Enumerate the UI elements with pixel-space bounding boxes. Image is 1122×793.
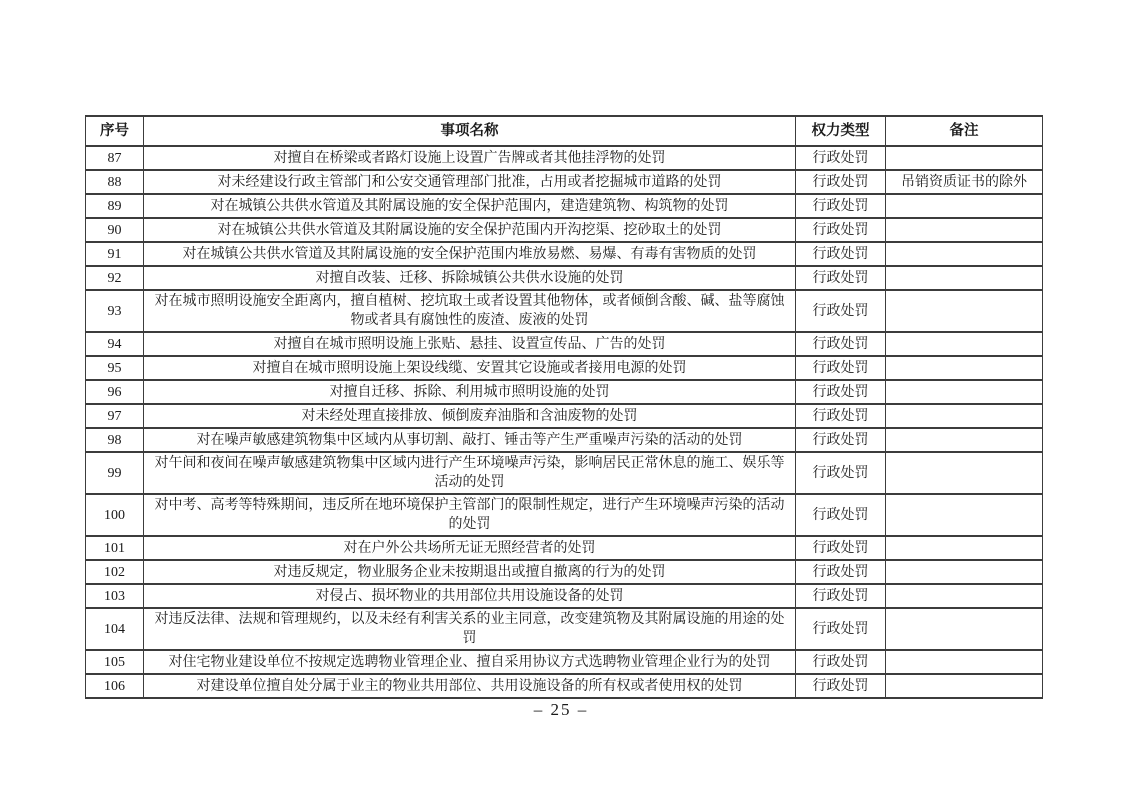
cell-power-type: 行政处罚 bbox=[796, 290, 886, 332]
cell-remark bbox=[886, 404, 1043, 428]
cell-item-name: 对擅自在城市照明设施上架设线缆、安置其它设施或者接用电源的处罚 bbox=[144, 356, 796, 380]
cell-serial-number: 94 bbox=[86, 332, 144, 356]
cell-serial-number: 95 bbox=[86, 356, 144, 380]
cell-item-name: 对违反规定，物业服务企业未按期退出或擅自撤离的行为的处罚 bbox=[144, 560, 796, 584]
cell-power-type: 行政处罚 bbox=[796, 242, 886, 266]
cell-remark bbox=[886, 242, 1043, 266]
cell-remark bbox=[886, 290, 1043, 332]
table-row bbox=[86, 242, 1043, 266]
cell-item-name: 对侵占、损坏物业的共用部位共用设施设备的处罚 bbox=[144, 584, 796, 608]
cell-serial-number: 99 bbox=[86, 452, 144, 494]
cell-power-type: 行政处罚 bbox=[796, 356, 886, 380]
cell-serial-number: 102 bbox=[86, 560, 144, 584]
cell-item-name: 对在城市照明设施安全距离内，擅自植树、挖坑取土或者设置其他物体，或者倾倒含酸、碱、盐等腐蚀物或者具有腐蚀性的废渣、废液的处罚 bbox=[144, 290, 796, 332]
cell-item-name: 对擅自迁移、拆除、利用城市照明设施的处罚 bbox=[144, 380, 796, 404]
cell-item-name: 对未经处理直接排放、倾倒废弃油脂和含油废物的处罚 bbox=[144, 404, 796, 428]
cell-power-type: 行政处罚 bbox=[796, 146, 886, 170]
table-row bbox=[86, 356, 1043, 380]
page-number: – 25 – bbox=[533, 700, 589, 719]
cell-serial-number: 87 bbox=[86, 146, 144, 170]
cell-remark bbox=[886, 332, 1043, 356]
header-cell-type: 权力类型 bbox=[796, 116, 886, 146]
cell-item-name: 对在城镇公共供水管道及其附属设施的安全保护范围内开沟挖渠、挖砂取土的处罚 bbox=[144, 218, 796, 242]
cell-remark bbox=[886, 584, 1043, 608]
cell-item-name: 对在城镇公共供水管道及其附属设施的安全保护范围内，建造建筑物、构筑物的处罚 bbox=[144, 194, 796, 218]
cell-serial-number: 90 bbox=[86, 218, 144, 242]
cell-remark bbox=[886, 356, 1043, 380]
cell-serial-number: 103 bbox=[86, 584, 144, 608]
cell-power-type: 行政处罚 bbox=[796, 584, 886, 608]
cell-power-type: 行政处罚 bbox=[796, 674, 886, 698]
table-row bbox=[86, 650, 1043, 674]
cell-item-name: 对擅自在城市照明设施上张贴、悬挂、设置宣传品、广告的处罚 bbox=[144, 332, 796, 356]
cell-serial-number: 89 bbox=[86, 194, 144, 218]
cell-remark bbox=[886, 650, 1043, 674]
cell-serial-number: 97 bbox=[86, 404, 144, 428]
cell-power-type: 行政处罚 bbox=[796, 170, 886, 194]
cell-power-type: 行政处罚 bbox=[796, 218, 886, 242]
cell-remark bbox=[886, 560, 1043, 584]
table-row bbox=[86, 608, 1043, 650]
cell-power-type: 行政处罚 bbox=[796, 560, 886, 584]
cell-remark bbox=[886, 674, 1043, 698]
table-row bbox=[86, 146, 1043, 170]
cell-serial-number: 92 bbox=[86, 266, 144, 290]
header-cell-name: 事项名称 bbox=[144, 116, 796, 146]
cell-remark bbox=[886, 194, 1043, 218]
cell-item-name: 对住宅物业建设单位不按规定选聘物业管理企业、擅自采用协议方式选聘物业管理企业行为的处罚 bbox=[144, 650, 796, 674]
table-body bbox=[86, 146, 1043, 698]
items-table bbox=[85, 115, 1043, 699]
cell-serial-number: 100 bbox=[86, 494, 144, 536]
cell-remark bbox=[886, 266, 1043, 290]
cell-remark bbox=[886, 536, 1043, 560]
table-row bbox=[86, 536, 1043, 560]
cell-remark bbox=[886, 452, 1043, 494]
table-row bbox=[86, 452, 1043, 494]
cell-remark bbox=[886, 218, 1043, 242]
cell-remark bbox=[886, 608, 1043, 650]
table-row bbox=[86, 428, 1043, 452]
cell-item-name: 对未经建设行政主管部门和公安交通管理部门批准，占用或者挖掘城市道路的处罚 bbox=[144, 170, 796, 194]
table-row bbox=[86, 560, 1043, 584]
cell-item-name: 对违反法律、法规和管理规约，以及未经有利害关系的业主同意，改变建筑物及其附属设施的用途的处罚 bbox=[144, 608, 796, 650]
cell-serial-number: 91 bbox=[86, 242, 144, 266]
cell-item-name: 对在噪声敏感建筑物集中区域内从事切割、敲打、锤击等产生严重噪声污染的活动的处罚 bbox=[144, 428, 796, 452]
cell-remark bbox=[886, 380, 1043, 404]
cell-remark bbox=[886, 146, 1043, 170]
cell-item-name: 对擅自改装、迁移、拆除城镇公共供水设施的处罚 bbox=[144, 266, 796, 290]
table-row bbox=[86, 674, 1043, 698]
cell-power-type: 行政处罚 bbox=[796, 536, 886, 560]
cell-serial-number: 98 bbox=[86, 428, 144, 452]
cell-remark bbox=[886, 428, 1043, 452]
table-row bbox=[86, 218, 1043, 242]
cell-item-name: 对在城镇公共供水管道及其附属设施的安全保护范围内堆放易燃、易爆、有毒有害物质的处罚 bbox=[144, 242, 796, 266]
cell-serial-number: 93 bbox=[86, 290, 144, 332]
table-row bbox=[86, 290, 1043, 332]
cell-item-name: 对在户外公共场所无证无照经营者的处罚 bbox=[144, 536, 796, 560]
cell-power-type: 行政处罚 bbox=[796, 494, 886, 536]
cell-serial-number: 104 bbox=[86, 608, 144, 650]
cell-item-name: 对擅自在桥梁或者路灯设施上设置广告牌或者其他挂浮物的处罚 bbox=[144, 146, 796, 170]
table-row bbox=[86, 404, 1043, 428]
table-row bbox=[86, 194, 1043, 218]
cell-power-type: 行政处罚 bbox=[796, 332, 886, 356]
cell-power-type: 行政处罚 bbox=[796, 608, 886, 650]
cell-item-name: 对中考、高考等特殊期间，违反所在地环境保护主管部门的限制性规定，进行产生环境噪声污染的活动的处罚 bbox=[144, 494, 796, 536]
cell-power-type: 行政处罚 bbox=[796, 650, 886, 674]
cell-serial-number: 96 bbox=[86, 380, 144, 404]
cell-remark: 吊销资质证书的除外 bbox=[886, 170, 1043, 194]
cell-power-type: 行政处罚 bbox=[796, 404, 886, 428]
table-header-row bbox=[86, 116, 1043, 146]
cell-power-type: 行政处罚 bbox=[796, 452, 886, 494]
cell-serial-number: 106 bbox=[86, 674, 144, 698]
cell-item-name: 对建设单位擅自处分属于业主的物业共用部位、共用设施设备的所有权或者使用权的处罚 bbox=[144, 674, 796, 698]
table-row bbox=[86, 266, 1043, 290]
table-row bbox=[86, 380, 1043, 404]
cell-serial-number: 101 bbox=[86, 536, 144, 560]
table-row bbox=[86, 332, 1043, 356]
cell-serial-number: 105 bbox=[86, 650, 144, 674]
cell-power-type: 行政处罚 bbox=[796, 428, 886, 452]
header-cell-no: 序号 bbox=[86, 116, 144, 146]
header-cell-note: 备注 bbox=[886, 116, 1043, 146]
table-row bbox=[86, 584, 1043, 608]
table-row bbox=[86, 170, 1043, 194]
cell-serial-number: 88 bbox=[86, 170, 144, 194]
cell-power-type: 行政处罚 bbox=[796, 194, 886, 218]
cell-power-type: 行政处罚 bbox=[796, 266, 886, 290]
cell-remark bbox=[886, 494, 1043, 536]
cell-power-type: 行政处罚 bbox=[796, 380, 886, 404]
table-row bbox=[86, 494, 1043, 536]
cell-item-name: 对午间和夜间在噪声敏感建筑物集中区域内进行产生环境噪声污染，影响居民正常休息的施工、娱乐等活动的处罚 bbox=[144, 452, 796, 494]
